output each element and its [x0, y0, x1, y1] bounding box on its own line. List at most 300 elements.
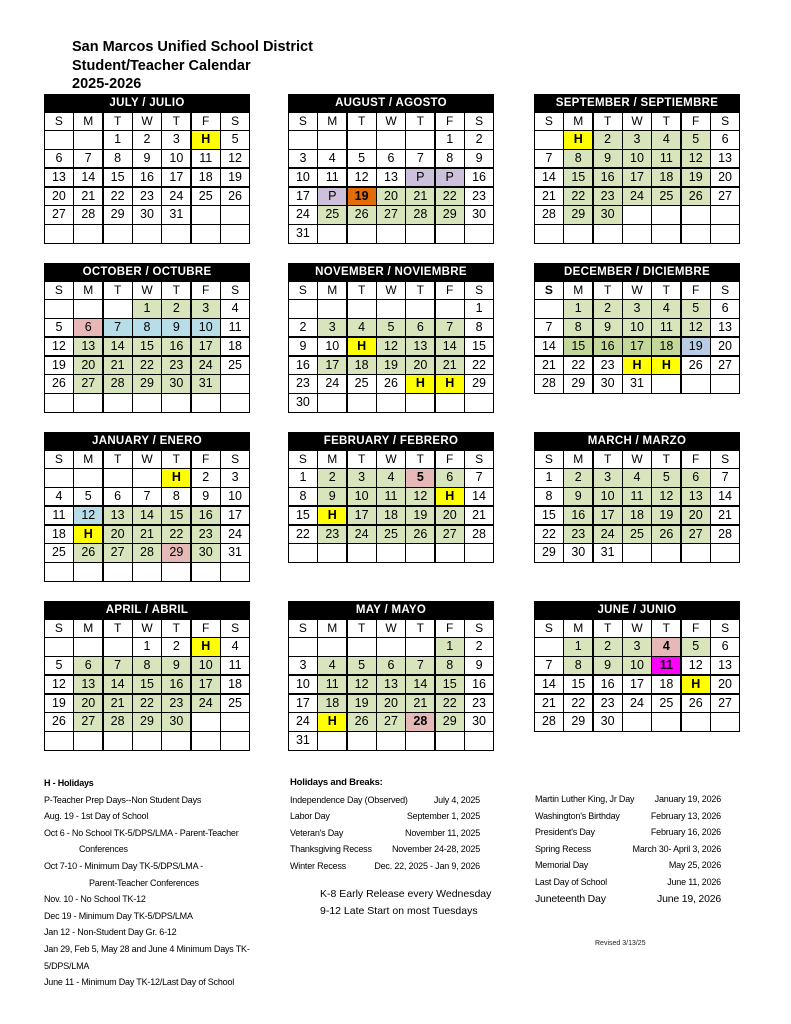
- empty-day-cell: [133, 732, 161, 749]
- day-cell: 25: [192, 188, 220, 205]
- day-cell: 16: [289, 357, 317, 374]
- day-cell: 11: [318, 676, 346, 693]
- month-title: JUNE / JUNIO: [597, 604, 677, 616]
- day-cell: 2: [465, 131, 493, 148]
- empty-day-cell: [133, 225, 161, 242]
- empty-day-cell: [652, 375, 680, 392]
- day-cell: 1: [104, 131, 132, 148]
- day-cell: 1: [436, 638, 464, 655]
- day-cell: 12: [221, 150, 249, 167]
- day-grid: [45, 111, 249, 243]
- day-cell: 21: [711, 507, 739, 524]
- holiday-date: September 1, 2025: [406, 811, 480, 822]
- holiday-date: January 19, 2026: [654, 794, 721, 804]
- empty-day-cell: [192, 225, 220, 242]
- day-cell: 23: [564, 526, 592, 543]
- day-cell: 21: [535, 188, 563, 205]
- day-cell: 6: [74, 319, 102, 336]
- empty-day-cell: [104, 225, 132, 242]
- legend-item: Jan 12 - Non-Student Day Gr. 6-12: [44, 927, 177, 938]
- holiday-row: [535, 791, 721, 808]
- empty-day-cell: [465, 732, 493, 749]
- day-cell: 3: [623, 300, 651, 317]
- empty-day-cell: [74, 469, 102, 486]
- day-cell: 22: [564, 695, 592, 712]
- weekday-header: S: [535, 113, 563, 130]
- day-cell: 21: [104, 695, 132, 712]
- empty-day-cell: [45, 300, 73, 317]
- day-cell: 27: [104, 544, 132, 561]
- empty-day-cell: [406, 638, 434, 655]
- legend-item: Oct 6 - No School TK-5/DPS/LMA - Parent-Teacher: [44, 827, 239, 838]
- day-cell: P: [436, 169, 464, 186]
- day-cell: 12: [406, 488, 434, 505]
- empty-day-cell: [289, 544, 317, 561]
- day-cell: 12: [45, 338, 73, 355]
- day-cell: 20: [74, 695, 102, 712]
- day-cell: 20: [711, 338, 739, 355]
- day-cell: 14: [465, 488, 493, 505]
- holiday-name: Memorial Day: [535, 860, 589, 871]
- day-cell: 26: [682, 357, 710, 374]
- weekday-header: T: [652, 282, 680, 299]
- empty-day-cell: [133, 563, 161, 580]
- empty-day-cell: [377, 732, 405, 749]
- day-cell: 12: [348, 676, 376, 693]
- day-cell: 4: [318, 657, 346, 674]
- weekday-header: W: [377, 620, 405, 637]
- revised-date: Revised 3/13/25: [595, 940, 646, 947]
- day-cell: 26: [652, 526, 680, 543]
- day-cell: 18: [623, 507, 651, 524]
- weekday-header: T: [162, 282, 190, 299]
- day-cell: 12: [377, 338, 405, 355]
- day-cell: 29: [162, 544, 190, 561]
- day-cell: 12: [74, 507, 102, 524]
- day-cell: 8: [436, 657, 464, 674]
- day-cell: 10: [289, 169, 317, 186]
- day-cell: 8: [564, 657, 592, 674]
- month-title: DECEMBER / DICIEMBRE: [564, 266, 710, 278]
- day-cell: 12: [45, 676, 73, 693]
- day-cell: 25: [377, 526, 405, 543]
- day-cell: 6: [74, 657, 102, 674]
- day-cell: 30: [564, 544, 592, 561]
- day-cell: H: [192, 638, 220, 655]
- day-cell: 9: [594, 150, 622, 167]
- day-cell: 3: [318, 319, 346, 336]
- day-cell: 19: [348, 188, 376, 205]
- day-cell: 18: [45, 526, 73, 543]
- holiday-row: [535, 808, 721, 825]
- day-cell: H: [162, 469, 190, 486]
- holidays-breaks-col2: [535, 791, 721, 907]
- weekday-header: F: [436, 113, 464, 130]
- weekday-header: M: [318, 451, 346, 468]
- day-cell: 15: [564, 338, 592, 355]
- day-cell: 12: [682, 657, 710, 674]
- day-cell: 2: [594, 131, 622, 148]
- day-cell: 10: [289, 676, 317, 693]
- empty-day-cell: [221, 394, 249, 411]
- day-cell: 20: [711, 169, 739, 186]
- day-cell: 31: [192, 375, 220, 392]
- holiday-row: [290, 858, 480, 875]
- day-cell: 10: [192, 319, 220, 336]
- empty-day-cell: [652, 225, 680, 242]
- empty-day-cell: [623, 225, 651, 242]
- day-cell: 8: [104, 150, 132, 167]
- day-cell: 13: [406, 338, 434, 355]
- day-cell: 6: [377, 150, 405, 167]
- day-cell: 6: [682, 469, 710, 486]
- day-cell: 7: [406, 150, 434, 167]
- empty-day-cell: [74, 394, 102, 411]
- holiday-date: November 11, 2025: [405, 827, 480, 838]
- day-cell: 6: [104, 488, 132, 505]
- day-cell: 4: [221, 300, 249, 317]
- day-cell: 9: [162, 657, 190, 674]
- day-cell: 2: [133, 131, 161, 148]
- day-cell: 26: [406, 526, 434, 543]
- day-cell: 18: [192, 169, 220, 186]
- day-cell: 30: [465, 206, 493, 223]
- day-cell: 10: [221, 488, 249, 505]
- weekday-header: T: [652, 451, 680, 468]
- day-cell: 24: [623, 695, 651, 712]
- weekday-header: S: [465, 451, 493, 468]
- day-cell: 27: [711, 188, 739, 205]
- day-cell: 28: [104, 713, 132, 730]
- day-cell: 10: [348, 488, 376, 505]
- day-cell: H: [436, 375, 464, 392]
- day-cell: 31: [594, 544, 622, 561]
- day-cell: 25: [652, 695, 680, 712]
- empty-day-cell: [348, 638, 376, 655]
- day-cell: 10: [594, 488, 622, 505]
- weekday-header: W: [377, 113, 405, 130]
- weekday-header: W: [133, 113, 161, 130]
- day-cell: 15: [162, 507, 190, 524]
- empty-day-cell: [406, 394, 434, 411]
- weekday-header: T: [406, 451, 434, 468]
- day-grid: [535, 618, 739, 731]
- day-cell: 7: [436, 319, 464, 336]
- empty-day-cell: [74, 131, 102, 148]
- day-cell: 9: [564, 488, 592, 505]
- day-cell: 13: [711, 657, 739, 674]
- day-cell: 13: [377, 676, 405, 693]
- day-cell: 5: [348, 150, 376, 167]
- day-cell: 15: [133, 676, 161, 693]
- weekday-header: S: [45, 282, 73, 299]
- day-cell: 5: [682, 300, 710, 317]
- day-cell: 25: [221, 357, 249, 374]
- day-cell: 28: [465, 526, 493, 543]
- holiday-name: Martin Luther King, Jr Day: [535, 794, 635, 804]
- month-calendar: [44, 263, 250, 413]
- weekday-header: S: [535, 620, 563, 637]
- legend-item: Aug. 19 - 1st Day of School: [44, 811, 149, 822]
- day-cell: 18: [652, 676, 680, 693]
- day-cell: 9: [465, 657, 493, 674]
- day-cell: 26: [348, 713, 376, 730]
- day-cell: 8: [289, 488, 317, 505]
- month-title: FEBRUARY / FEBRERO: [323, 435, 459, 447]
- day-cell: 15: [133, 338, 161, 355]
- day-cell: H: [436, 488, 464, 505]
- empty-day-cell: [406, 544, 434, 561]
- day-cell: H: [652, 357, 680, 374]
- day-cell: 2: [564, 469, 592, 486]
- day-cell: 31: [221, 544, 249, 561]
- holiday-row: [535, 841, 721, 858]
- day-cell: 8: [564, 150, 592, 167]
- day-cell: 21: [104, 357, 132, 374]
- day-cell: 19: [406, 507, 434, 524]
- day-cell: 14: [711, 488, 739, 505]
- holiday-row: [290, 792, 480, 809]
- month-title: MARCH / MARZO: [587, 435, 687, 447]
- weekday-header: S: [221, 113, 249, 130]
- day-cell: 7: [535, 150, 563, 167]
- weekday-header: W: [133, 620, 161, 637]
- weekday-header: M: [318, 113, 346, 130]
- day-cell: H: [318, 507, 346, 524]
- empty-day-cell: [318, 394, 346, 411]
- day-cell: 6: [377, 657, 405, 674]
- holidays-heading: Holidays and Breaks:: [290, 777, 383, 788]
- empty-day-cell: [711, 375, 739, 392]
- empty-day-cell: [564, 225, 592, 242]
- weekday-header: S: [289, 113, 317, 130]
- day-cell: 11: [221, 657, 249, 674]
- empty-day-cell: [289, 638, 317, 655]
- holiday-name: Thanksgiving Recess: [290, 844, 372, 855]
- legend-item: Oct 7-10 - Minimum Day TK-5/DPS/LMA -: [44, 860, 203, 871]
- month-calendar: [534, 94, 740, 244]
- day-cell: 19: [682, 338, 710, 355]
- day-cell: 16: [594, 338, 622, 355]
- day-cell: 2: [318, 469, 346, 486]
- day-cell: 23: [162, 695, 190, 712]
- day-cell: 30: [162, 375, 190, 392]
- schedule-notes: [320, 886, 491, 920]
- day-cell: 12: [682, 150, 710, 167]
- day-cell: 27: [45, 206, 73, 223]
- weekday-header: T: [594, 113, 622, 130]
- day-cell: 4: [652, 300, 680, 317]
- empty-day-cell: [682, 713, 710, 730]
- day-cell: 21: [406, 695, 434, 712]
- day-cell: 28: [406, 713, 434, 730]
- empty-day-cell: [535, 300, 563, 317]
- weekday-header: S: [289, 282, 317, 299]
- day-cell: 5: [45, 319, 73, 336]
- weekday-header: M: [564, 620, 592, 637]
- day-cell: 9: [162, 319, 190, 336]
- day-cell: 13: [74, 676, 102, 693]
- day-cell: 14: [436, 338, 464, 355]
- holiday-name: Juneteenth Day: [535, 892, 606, 905]
- weekday-header: S: [465, 620, 493, 637]
- day-cell: 9: [289, 338, 317, 355]
- day-cell: 18: [652, 169, 680, 186]
- holiday-row: [535, 857, 721, 874]
- weekday-header: T: [348, 620, 376, 637]
- day-cell: 22: [133, 695, 161, 712]
- holiday-date: May 25, 2026: [668, 860, 721, 871]
- day-cell: 23: [289, 375, 317, 392]
- holiday-row: [535, 874, 721, 891]
- weekday-header: F: [192, 620, 220, 637]
- holiday-date: June 11, 2026: [667, 876, 721, 887]
- month-title: MAY / MAYO: [355, 604, 427, 616]
- day-cell: 1: [133, 300, 161, 317]
- weekday-header: M: [564, 113, 592, 130]
- legend-item: Jan 29, Feb 5, May 28 and June 4 Minimum Days TK-5/DPS/LMA: [44, 943, 250, 971]
- day-cell: 5: [406, 469, 434, 486]
- day-cell: H: [74, 526, 102, 543]
- day-cell: 10: [623, 657, 651, 674]
- day-cell: H: [348, 338, 376, 355]
- weekday-header: M: [564, 451, 592, 468]
- day-cell: 22: [535, 526, 563, 543]
- day-cell: 24: [162, 188, 190, 205]
- day-cell: 23: [594, 188, 622, 205]
- day-cell: 16: [162, 338, 190, 355]
- empty-day-cell: [682, 544, 710, 561]
- day-cell: 6: [436, 469, 464, 486]
- day-cell: 18: [652, 338, 680, 355]
- day-cell: 9: [192, 488, 220, 505]
- day-cell: 4: [221, 638, 249, 655]
- calendar-name: Student/Teacher Calendar: [72, 57, 251, 74]
- month-title: JANUARY / ENERO: [92, 435, 202, 447]
- weekday-header: F: [192, 451, 220, 468]
- day-cell: H: [623, 357, 651, 374]
- legend-item: Parent-Teacher Conferences: [89, 877, 199, 888]
- empty-day-cell: [104, 469, 132, 486]
- empty-day-cell: [318, 131, 346, 148]
- day-cell: 20: [436, 507, 464, 524]
- legend-item: P-Teacher Prep Days--Non Student Days: [44, 794, 202, 805]
- day-cell: 12: [348, 169, 376, 186]
- day-cell: 23: [162, 357, 190, 374]
- day-cell: 21: [535, 695, 563, 712]
- day-cell: 24: [192, 695, 220, 712]
- day-cell: 22: [104, 188, 132, 205]
- day-cell: 26: [682, 188, 710, 205]
- empty-day-cell: [221, 225, 249, 242]
- day-cell: 9: [594, 319, 622, 336]
- empty-day-cell: [406, 131, 434, 148]
- legend-item: Nov. 10 - No School TK-12: [44, 894, 146, 905]
- day-cell: 16: [594, 676, 622, 693]
- empty-day-cell: [192, 732, 220, 749]
- empty-day-cell: [711, 544, 739, 561]
- day-cell: 1: [289, 469, 317, 486]
- empty-day-cell: [682, 225, 710, 242]
- empty-day-cell: [652, 206, 680, 223]
- day-cell: 17: [623, 169, 651, 186]
- empty-day-cell: [623, 544, 651, 561]
- weekday-header: F: [682, 620, 710, 637]
- day-cell: 3: [623, 638, 651, 655]
- day-cell: 4: [318, 150, 346, 167]
- day-cell: 27: [711, 357, 739, 374]
- day-cell: 27: [711, 695, 739, 712]
- day-cell: 16: [594, 169, 622, 186]
- month-title: SEPTEMBER / SEPTIEMBRE: [555, 97, 719, 109]
- weekday-header: T: [348, 113, 376, 130]
- day-cell: 20: [406, 357, 434, 374]
- day-cell: 23: [318, 526, 346, 543]
- empty-day-cell: [104, 394, 132, 411]
- day-cell: 4: [348, 319, 376, 336]
- month-calendar: [534, 601, 740, 732]
- school-year: 2025-2026: [72, 76, 142, 92]
- weekday-header: F: [436, 620, 464, 637]
- weekday-header: T: [162, 620, 190, 637]
- day-cell: 4: [45, 488, 73, 505]
- day-cell: 31: [623, 375, 651, 392]
- weekday-header: T: [594, 451, 622, 468]
- day-cell: 30: [133, 206, 161, 223]
- weekday-header: W: [623, 282, 651, 299]
- day-cell: 30: [594, 713, 622, 730]
- day-cell: 29: [465, 375, 493, 392]
- weekday-header: T: [406, 282, 434, 299]
- day-cell: 26: [221, 188, 249, 205]
- day-cell: 2: [594, 300, 622, 317]
- empty-day-cell: [535, 225, 563, 242]
- weekday-header: S: [289, 620, 317, 637]
- weekday-header: M: [74, 620, 102, 637]
- day-cell: 22: [436, 695, 464, 712]
- day-cell: 17: [162, 169, 190, 186]
- day-cell: 17: [221, 507, 249, 524]
- day-grid: [535, 280, 739, 393]
- empty-day-cell: [162, 732, 190, 749]
- empty-day-cell: [406, 300, 434, 317]
- holiday-name: Independence Day (Observed): [290, 794, 408, 805]
- day-cell: 10: [162, 150, 190, 167]
- day-cell: 11: [652, 657, 680, 674]
- empty-day-cell: [535, 131, 563, 148]
- day-cell: 23: [465, 188, 493, 205]
- day-cell: 16: [465, 169, 493, 186]
- empty-day-cell: [682, 206, 710, 223]
- day-cell: 18: [221, 676, 249, 693]
- weekday-header: F: [682, 113, 710, 130]
- day-cell: 19: [45, 357, 73, 374]
- empty-day-cell: [406, 225, 434, 242]
- day-cell: 15: [535, 507, 563, 524]
- empty-day-cell: [318, 300, 346, 317]
- day-cell: 25: [652, 188, 680, 205]
- weekday-header: S: [535, 451, 563, 468]
- day-cell: 5: [682, 638, 710, 655]
- empty-day-cell: [162, 225, 190, 242]
- holiday-name: Last Day of School: [535, 876, 607, 887]
- day-cell: 16: [133, 169, 161, 186]
- empty-day-cell: [348, 300, 376, 317]
- day-cell: 29: [535, 544, 563, 561]
- day-cell: 13: [104, 507, 132, 524]
- weekday-header: W: [623, 451, 651, 468]
- weekday-header: F: [436, 451, 464, 468]
